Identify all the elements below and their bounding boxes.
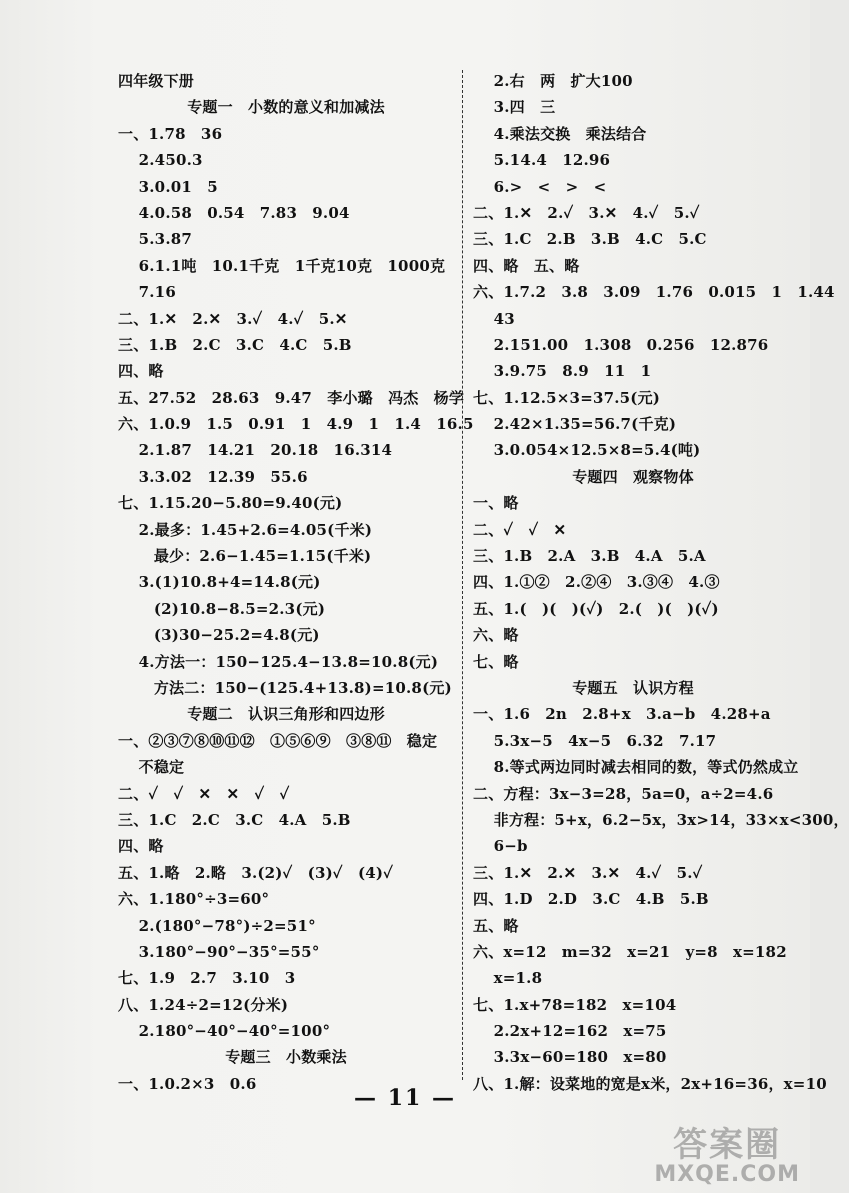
answer-line: 一、1.0.2×3 0.6	[118, 1074, 257, 1093]
section-title-2: 专题二 认识三角形和四边形	[187, 705, 385, 724]
answer-line: 二、1.✕ 2.✓ 3.✕ 4.✓ 5.✓	[473, 203, 700, 222]
answer-line: 3.0.054×12.5×8=5.4(吨)	[473, 441, 701, 460]
answer-line: 七、1.x+78=182 x=104	[473, 995, 677, 1014]
answer-line: 6.1.1吨 10.1千克 1千克10克 1000克	[118, 256, 446, 275]
answer-line: 非方程：5+x，6.2−5x，3x>14，33×x<300，	[473, 810, 849, 829]
site-watermark	[654, 1117, 800, 1187]
answer-line: 不稳定	[118, 758, 185, 777]
answer-line: 七、1.12.5×3=37.5(元)	[473, 388, 661, 407]
answer-line: 3.0.01 5	[118, 177, 218, 196]
right-column	[473, 68, 849, 1097]
section-title-4: 专题四 观察物体	[572, 467, 694, 486]
answer-line: 一、1.6 2n 2.8+x 3.a−b 4.28+a	[473, 705, 771, 724]
answer-line: 七、1.15.20−5.80=9.40(元)	[118, 494, 343, 513]
answer-line: 三、1.C 2.C 3.C 4.A 5.B	[118, 810, 351, 829]
answer-line: 最少：2.6−1.45=1.15(千米)	[118, 547, 372, 566]
answer-line: 43	[473, 309, 515, 328]
section-title-1: 专题一 小数的意义和加减法	[187, 98, 385, 117]
answer-line: 四、1.D 2.D 3.C 4.B 5.B	[473, 890, 709, 909]
section-title-3: 专题三 小数乘法	[225, 1048, 347, 1067]
watermark-logo: 答案圈	[673, 1125, 782, 1165]
answer-line: 八、1.解：设菜地的宽是x米，2x+16=36，x=10	[473, 1074, 827, 1093]
answer-line: 一、②③⑦⑧⑩⑪⑫ ①⑤⑥⑨ ③⑧⑪ 稳定	[118, 731, 438, 750]
answer-line: 三、1.✕ 2.✕ 3.✕ 4.✓ 5.✓	[473, 863, 703, 882]
answer-line: 方法二：150−(125.4+13.8)=10.8(元)	[118, 678, 452, 697]
answer-line: 5.14.4 12.96	[473, 151, 611, 170]
answer-line: 五、27.52 28.63 9.47 李小璐 冯杰 杨学	[118, 388, 465, 407]
answer-line: 5.3.87	[118, 230, 193, 249]
answer-line: 3.9.75 8.9 11 1	[473, 362, 652, 381]
answer-line: x=1.8	[473, 969, 543, 988]
answer-line: 2.151.00 1.308 0.256 12.876	[473, 335, 769, 354]
answer-line: 三、1.C 2.B 3.B 4.C 5.C	[473, 230, 707, 249]
answer-line: 2.450.3	[118, 151, 203, 170]
answer-line: 2.1.87 14.21 20.18 16.314	[118, 441, 393, 460]
answer-line: 5.3x−5 4x−5 6.32 7.17	[473, 731, 717, 750]
grade-title: 四年级下册	[118, 72, 195, 90]
answer-line: 八、1.24÷2=12(分米)	[118, 995, 289, 1014]
answer-line: 2.42×1.35=56.7(千克)	[473, 415, 677, 434]
page-number: — 11 —	[354, 1085, 456, 1111]
answer-line: 2.右 两 扩大100	[473, 72, 633, 90]
answer-line: 七、略	[473, 652, 519, 671]
answer-line: 2.2x+12=162 x=75	[473, 1022, 667, 1041]
answer-line: 一、略	[473, 494, 519, 513]
answer-line: 四、1.①② 2.②④ 3.③④ 4.③	[473, 573, 720, 592]
answer-line: 3.3x−60=180 x=80	[473, 1048, 667, 1067]
answer-line: 8.等式两边同时减去相同的数，等式仍然成立	[473, 758, 799, 777]
answer-line: 3.180°−90°−35°=55°	[118, 942, 320, 961]
answer-line: 3.(1)10.8+4=14.8(元)	[118, 573, 321, 592]
answer-line: 二、方程：3x−3=28，5a=0，a÷2=4.6	[473, 784, 774, 803]
answer-line: 二、✓ ✓ ✕ ✕ ✓ ✓	[118, 784, 290, 803]
answer-line: (2)10.8−8.5=2.3(元)	[118, 599, 326, 618]
answer-line: 4.0.58 0.54 7.83 9.04	[118, 203, 350, 222]
answer-line: 五、略	[473, 916, 519, 935]
answer-line: 三、1.B 2.A 3.B 4.A 5.A	[473, 547, 706, 566]
answer-line: 6−b	[473, 837, 528, 856]
answer-line: (3)30−25.2=4.8(元)	[118, 626, 320, 645]
answer-line: 六、1.0.9 1.5 0.91 1 4.9 1 1.4 16.5	[118, 415, 474, 434]
watermark-url: MXQE.COM	[654, 1162, 800, 1187]
answer-line: 4.方法一：150−125.4−13.8=10.8(元)	[118, 652, 439, 671]
answer-line: 一、1.78 36	[118, 124, 223, 143]
answer-line: 七、1.9 2.7 3.10 3	[118, 969, 296, 988]
answer-line: 四、略	[118, 837, 164, 856]
answer-line: 六、略	[473, 626, 519, 645]
answer-line: 五、1.( )( )(✓) 2.( )( )(✓)	[473, 599, 719, 618]
answer-line: 2.180°−40°−40°=100°	[118, 1022, 331, 1041]
answer-line: 四、略	[118, 362, 164, 381]
answer-line: 三、1.B 2.C 3.C 4.C 5.B	[118, 335, 352, 354]
answer-line: 7.16	[118, 283, 176, 302]
section-title-5: 专题五 认识方程	[572, 678, 694, 697]
answer-line: 六、x=12 m=32 x=21 y=8 x=182	[473, 942, 787, 961]
answer-line: 六、1.180°÷3=60°	[118, 890, 270, 909]
left-column	[118, 68, 474, 1097]
answer-line: 四、略 五、略	[473, 256, 580, 275]
answer-line: 4.乘法交换 乘法结合	[473, 124, 647, 143]
column-divider	[462, 70, 463, 1080]
answer-line: 五、1.略 2.略 3.(2)✓ (3)✓ (4)✓	[118, 863, 394, 882]
answer-line: 二、1.✕ 2.✕ 3.✓ 4.✓ 5.✕	[118, 309, 348, 328]
answer-line: 二、✓ ✓ ✕	[473, 520, 567, 539]
answer-line: 2.(180°−78°)÷2=51°	[118, 916, 316, 935]
answer-line: 六、1.7.2 3.8 3.09 1.76 0.015 1 1.44	[473, 283, 835, 302]
answer-line: 3.3.02 12.39 55.6	[118, 467, 308, 486]
answer-line: 2.最多：1.45+2.6=4.05(千米)	[118, 520, 373, 539]
answer-line: 6.> < > <	[473, 177, 607, 196]
answer-line: 3.四 三	[473, 98, 556, 117]
